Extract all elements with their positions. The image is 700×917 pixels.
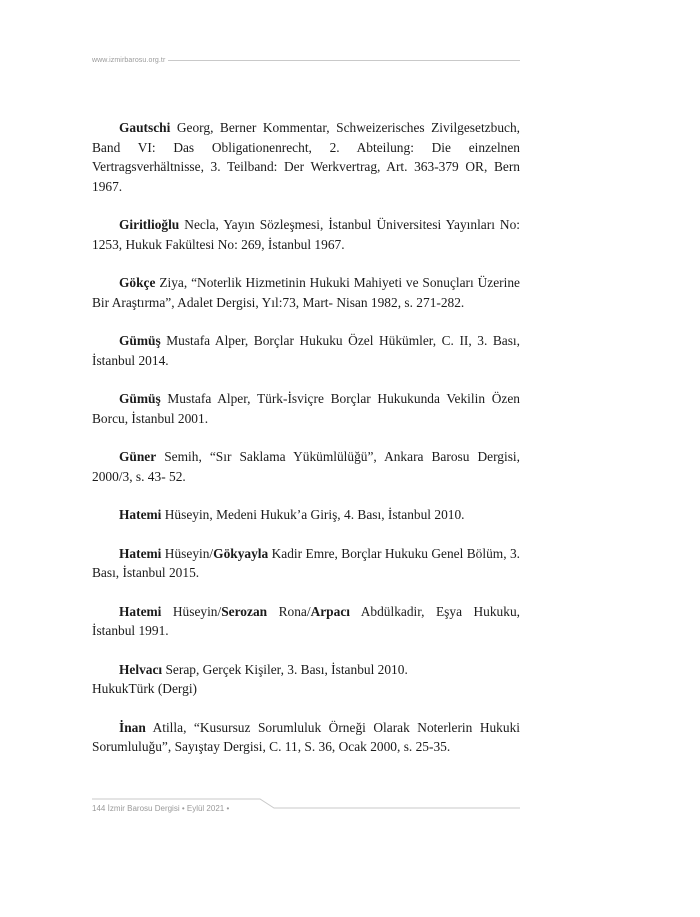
entry-extra-line: HukukTürk (Dergi) [92, 681, 197, 696]
entry-text: Kadir Emre, Borçlar Hukuku Genel Bölüm, 3. Bası, İstanbul 2015. [92, 545, 521, 580]
entry-separator: Hüseyin/ [161, 603, 222, 619]
entry-author: Gümüş [119, 333, 161, 348]
entry-author: Giritlioğlu [119, 217, 180, 232]
bibliography-entry [92, 602, 520, 641]
entry-text: Abdülkadir, Eşya Hukuku, İstanbul 1991. [92, 603, 520, 638]
entry-separator: Hüseyin/ [161, 545, 214, 561]
entry-author: Hatemi [119, 603, 162, 619]
header-rule [168, 60, 520, 61]
entry-coauthor: Arpacı [310, 603, 350, 619]
entry-author: İnan [119, 719, 146, 735]
entry-text: Necla, Yayın Sözleşmesi, İstanbul Üniversitesi Yayınları No: 1253, Hukuk Fakültesi No: 269, İstanbul 1967. [92, 217, 520, 252]
entry-author: Gautschi [119, 120, 171, 135]
entry-author: Helvacı [119, 661, 163, 677]
entry-text: Mustafa Alper, Borçlar Hukuku Özel Hükümler, C. II, 3. Bası, İstanbul 2014. [92, 333, 520, 368]
bibliography [92, 118, 520, 776]
entry-separator: Rona/ [267, 603, 311, 619]
entry-coauthor: Serozan [221, 603, 268, 619]
bibliography-entry [92, 118, 520, 196]
page-header [92, 53, 520, 67]
entry-author: Gümüş [119, 391, 161, 406]
bibliography-entry [92, 505, 520, 525]
entry-author: Güner [119, 449, 157, 464]
entry-text: Ziya, “Noterlik Hizmetinin Hukuki Mahiyeti ve Sonuçları Üzerine Bir Araştırma”, Adalet Dergisi, Yıl:73, Mart- Nisan 1982, s. 271-282. [92, 275, 520, 310]
entry-coauthor: Gökyayla [213, 545, 269, 561]
entry-text: Semih, “Sır Saklama Yükümlülüğü”, Ankara Barosu Dergisi, 2000/3, s. 43- 52. [92, 449, 520, 484]
footer-text [92, 804, 229, 813]
bibliography-entry [92, 544, 520, 583]
bibliography-entry [92, 447, 520, 486]
bibliography-entry [92, 389, 520, 428]
page-footer [92, 797, 520, 817]
entry-text: Mustafa Alper, Türk-İsviçre Borçlar Hukukunda Vekilin Özen Borcu, İstanbul 2001. [92, 391, 520, 426]
journal-name: İzmir Barosu Dergisi • Eylül 2021 • [107, 804, 230, 813]
entry-author: Hatemi [119, 507, 162, 522]
bibliography-entry [92, 215, 520, 254]
entry-text: Atilla, “Kusursuz Sorumluluk Örneği Olarak Noterlerin Hukuki Sorumluluğu”, Sayıştay Dergisi, C. 11, S. 36, Ocak 2000, s. 25-35. [92, 719, 520, 754]
page-number: 144 [92, 804, 106, 813]
entry-author: Hatemi [119, 545, 162, 561]
entry-text: Hüseyin, Medeni Hukuk’a Giriş, 4. Bası, İstanbul 2010. [161, 507, 465, 522]
entry-text: Serap, Gerçek Kişiler, 3. Bası, İstanbul 2010. [162, 661, 408, 677]
header-url: www.izmirbarosu.org.tr [92, 56, 166, 64]
bibliography-entry [92, 331, 520, 370]
entry-text: Georg, Berner Kommentar, Schweizerisches Zivilgesetzbuch, Band VI: Das Obligationenrecht, 2. Abteilung: Die einzelnen Vertragsverhältnisse, 3. Teilband: Der Werkvertrag, Art. 363-379 OR, Bern 1967. [92, 120, 520, 194]
bibliography-entry [92, 718, 520, 757]
bibliography-entry [92, 660, 520, 699]
entry-author: Gökçe [119, 275, 156, 290]
bibliography-entry [92, 273, 520, 312]
